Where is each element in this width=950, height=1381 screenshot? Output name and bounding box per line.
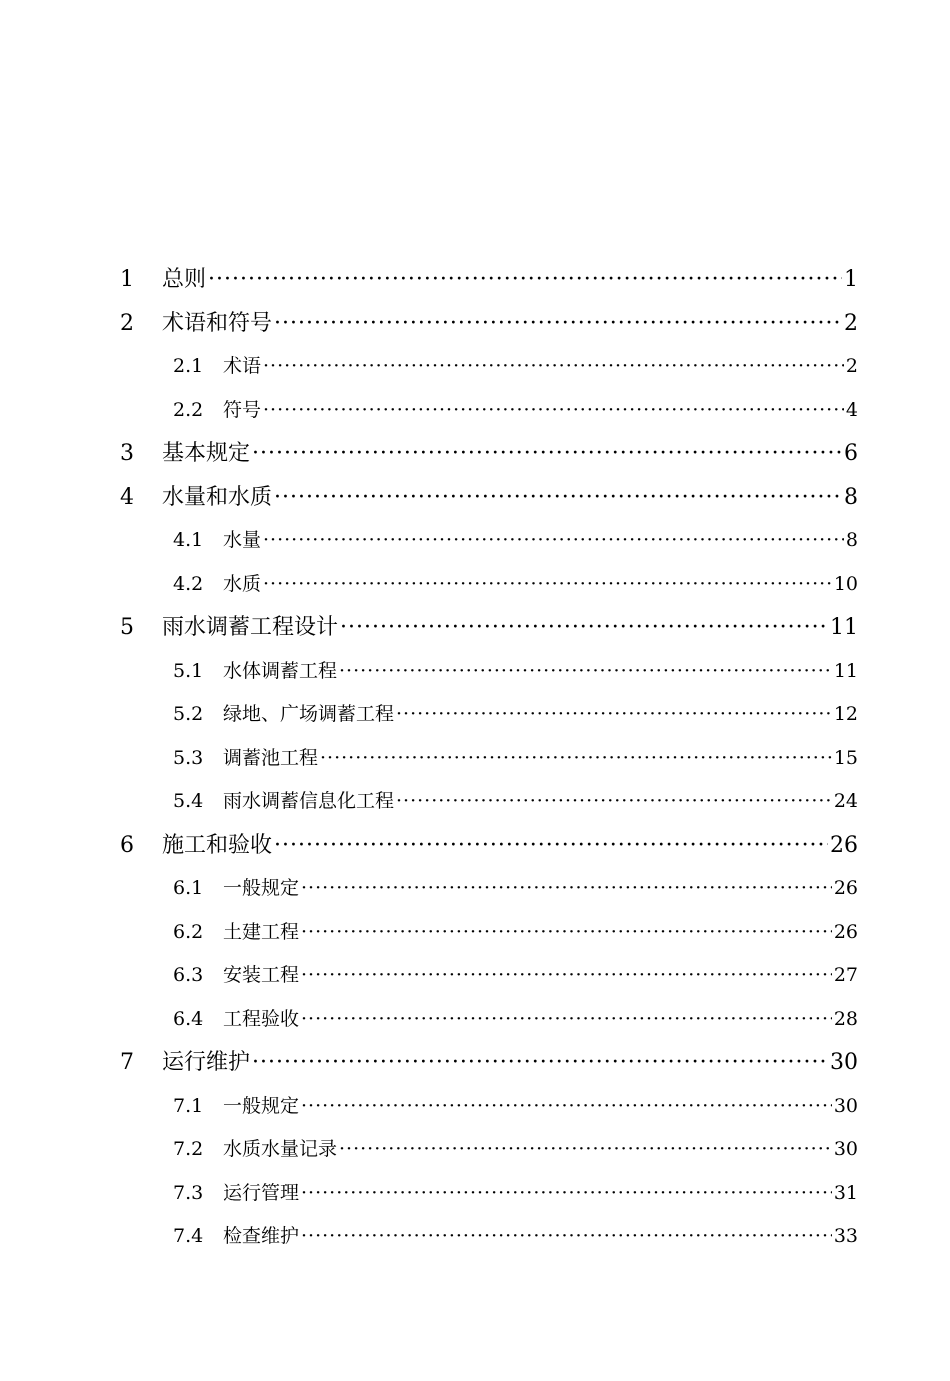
toc-entry-number: 5.4 [173, 790, 204, 812]
toc-entry-number: 7.1 [173, 1094, 204, 1117]
toc-section-entry[interactable] [120, 693, 858, 737]
toc-section-entry[interactable] [120, 780, 858, 824]
toc-dot-leader [263, 563, 832, 607]
toc-entry-title: 运行管理 [223, 1181, 300, 1204]
toc-entry-page-number: 1 [844, 267, 858, 292]
toc-entry-number: 1 [120, 267, 134, 292]
toc-entry-page-number: 28 [833, 1007, 858, 1030]
toc-dot-leader [301, 1215, 832, 1259]
toc-entry-number: 4 [120, 484, 134, 510]
toc-entry-number: 6.4 [173, 1007, 204, 1030]
toc-entry-number: 3 [120, 441, 134, 466]
toc-entry-title: 术语和符号 [162, 310, 273, 336]
toc-entry-title: 绿地、广场调蓄工程 [223, 703, 395, 725]
toc-dot-leader [301, 1172, 832, 1216]
toc-entry-page-number: 33 [833, 1225, 858, 1247]
toc-entry-number: 2 [120, 310, 134, 336]
toc-entry-title: 基本规定 [162, 441, 251, 466]
toc-entry-page-number: 26 [833, 877, 858, 899]
toc-entry-title: 运行维护 [162, 1050, 251, 1075]
toc-chapter-entry[interactable] [120, 432, 858, 476]
toc-entry-page-number: 15 [833, 746, 858, 769]
toc-entry-page-number: 6 [844, 441, 858, 466]
toc-entry-page-number: 4 [845, 398, 858, 421]
toc-entry-title: 雨水调蓄工程设计 [162, 615, 339, 640]
toc-entry-page-number: 26 [833, 920, 858, 943]
toc-entry-title: 检查维护 [223, 1225, 300, 1247]
toc-dot-leader [274, 824, 828, 868]
toc-dot-leader [263, 345, 844, 389]
toc-section-entry[interactable] [120, 389, 858, 433]
toc-entry-number: 5.2 [173, 703, 204, 725]
toc-entry-title: 一般规定 [223, 1094, 300, 1117]
toc-dot-leader [252, 1041, 828, 1085]
toc-entry-title: 调蓄池工程 [223, 746, 319, 769]
toc-chapter-entry[interactable] [120, 476, 858, 520]
toc-entry-title: 水质水量记录 [223, 1138, 338, 1160]
toc-dot-leader [396, 693, 832, 737]
toc-entry-page-number: 8 [845, 529, 858, 551]
toc-entry-number: 4.2 [173, 572, 204, 595]
toc-section-entry[interactable] [120, 867, 858, 911]
toc-entry-title: 安装工程 [223, 964, 300, 986]
toc-dot-leader [301, 911, 832, 955]
toc-dot-leader [396, 780, 832, 824]
toc-entry-title: 水量和水质 [162, 484, 273, 510]
toc-entry-number: 6 [120, 832, 134, 858]
toc-chapter-entry[interactable] [120, 1041, 858, 1085]
toc-entry-number: 2.1 [173, 355, 204, 377]
toc-entry-number: 7.4 [173, 1225, 204, 1247]
toc-section-entry[interactable] [120, 1215, 858, 1259]
toc-dot-leader [301, 1085, 832, 1129]
toc-dot-leader [252, 432, 842, 476]
toc-section-entry[interactable] [120, 563, 858, 607]
toc-entry-page-number: 11 [830, 615, 858, 640]
toc-entry-title: 土建工程 [223, 920, 300, 943]
toc-dot-leader [339, 650, 832, 694]
toc-dot-leader [301, 867, 832, 911]
toc-section-entry[interactable] [120, 1085, 858, 1129]
toc-entry-page-number: 2 [845, 355, 858, 377]
toc-entry-page-number: 2 [844, 310, 858, 336]
toc-entry-page-number: 27 [833, 964, 858, 986]
toc-chapter-entry[interactable] [120, 302, 858, 346]
toc-entry-page-number: 11 [833, 659, 858, 682]
toc-entry-page-number: 8 [844, 484, 858, 510]
toc-chapter-entry[interactable] [120, 258, 858, 302]
toc-entry-title: 工程验收 [223, 1007, 300, 1030]
toc-entry-page-number: 12 [833, 703, 858, 725]
toc-entry-page-number: 30 [830, 1050, 858, 1075]
toc-dot-leader [263, 389, 844, 433]
toc-entry-page-number: 30 [833, 1138, 858, 1160]
toc-entry-page-number: 30 [833, 1094, 858, 1117]
toc-entry-page-number: 10 [833, 572, 858, 595]
toc-section-entry[interactable] [120, 650, 858, 694]
toc-section-entry[interactable] [120, 1128, 858, 1172]
toc-entry-number: 7.3 [173, 1181, 204, 1204]
table-of-contents [120, 258, 858, 1259]
toc-dot-leader [340, 606, 828, 650]
toc-entry-title: 水量 [223, 529, 262, 551]
toc-dot-leader [263, 519, 844, 563]
toc-entry-number: 2.2 [173, 398, 204, 421]
toc-dot-leader [208, 258, 842, 302]
toc-entry-page-number: 31 [833, 1181, 858, 1204]
toc-dot-leader [301, 954, 832, 998]
toc-entry-number: 5.3 [173, 746, 204, 769]
toc-entry-page-number: 26 [830, 832, 858, 858]
toc-dot-leader [320, 737, 832, 781]
toc-dot-leader [274, 302, 842, 346]
toc-section-entry[interactable] [120, 737, 858, 781]
toc-entry-title: 总则 [162, 267, 207, 292]
toc-section-entry[interactable] [120, 345, 858, 389]
toc-dot-leader [274, 476, 842, 520]
toc-section-entry[interactable] [120, 954, 858, 998]
toc-entry-title: 一般规定 [223, 877, 300, 899]
toc-entry-number: 6.3 [173, 964, 204, 986]
toc-entry-number: 6.1 [173, 877, 204, 899]
toc-chapter-entry[interactable] [120, 606, 858, 650]
toc-entry-title: 符号 [223, 398, 262, 421]
toc-section-entry[interactable] [120, 1172, 858, 1216]
toc-section-entry[interactable] [120, 998, 858, 1042]
toc-dot-leader [339, 1128, 832, 1172]
toc-entry-title: 雨水调蓄信息化工程 [223, 790, 395, 812]
toc-section-entry[interactable] [120, 911, 858, 955]
toc-entry-title: 水质 [223, 572, 262, 595]
toc-entry-number: 4.1 [173, 529, 204, 551]
toc-entry-number: 5.1 [173, 659, 204, 682]
toc-entry-number: 7 [120, 1050, 134, 1075]
toc-entry-number: 7.2 [173, 1138, 204, 1160]
toc-entry-title: 水体调蓄工程 [223, 659, 338, 682]
toc-dot-leader [301, 998, 832, 1042]
toc-entry-number: 6.2 [173, 920, 204, 943]
toc-section-entry[interactable] [120, 519, 858, 563]
toc-entry-title: 施工和验收 [162, 832, 273, 858]
toc-entry-page-number: 24 [833, 790, 858, 812]
toc-entry-number: 5 [120, 615, 134, 640]
toc-entry-title: 术语 [223, 355, 262, 377]
toc-chapter-entry[interactable] [120, 824, 858, 868]
